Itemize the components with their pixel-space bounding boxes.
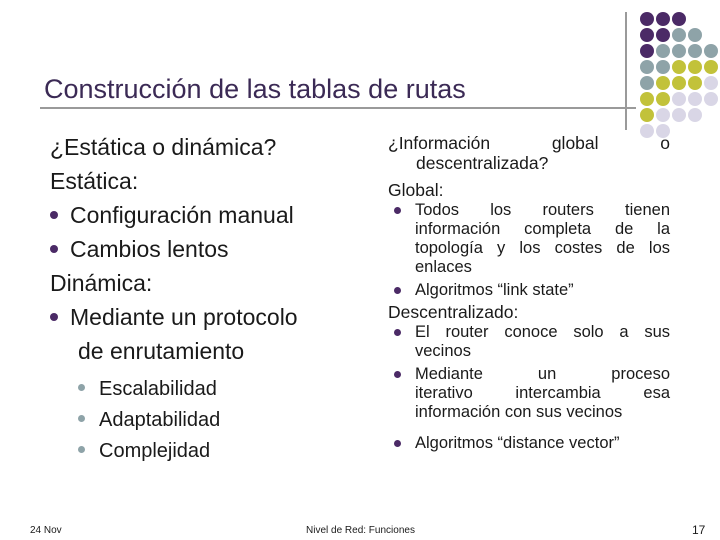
right-question	[388, 133, 670, 153]
sub-list-item-text: Adaptabilidad	[99, 409, 221, 431]
dot	[688, 108, 702, 122]
bullet-icon	[78, 415, 85, 422]
text-line: Mediante un proceso	[415, 365, 670, 383]
list-item	[50, 232, 370, 266]
text-line: enlaces	[415, 258, 472, 276]
text-line: vecinos	[415, 342, 471, 360]
dot	[656, 28, 670, 42]
footer-date: 24 Nov	[30, 525, 62, 536]
dot	[672, 92, 686, 106]
slide-title: Construcción de las tablas de rutas	[44, 74, 466, 104]
bullet-icon	[394, 371, 401, 378]
text-line: topología y los costes de los	[415, 239, 670, 257]
text-line: iterativo intercambia esa	[415, 384, 670, 402]
list-item-text: Cambios lentos	[70, 236, 229, 262]
dot	[704, 76, 718, 90]
page-number: 17	[692, 523, 706, 537]
vertical-divider	[625, 12, 627, 130]
dot	[672, 60, 686, 74]
dot	[704, 60, 718, 74]
dot	[640, 12, 654, 26]
bullet-icon	[394, 329, 401, 336]
list-item-text	[415, 365, 670, 422]
dot	[640, 76, 654, 90]
global-heading: Global:	[388, 180, 444, 200]
footer-title: Nivel de Red: Funciones	[306, 525, 415, 536]
dot	[656, 60, 670, 74]
sub-list-item-text: Escalabilidad	[99, 378, 217, 400]
list-item-text: Mediante un protocolo	[70, 304, 298, 330]
right-question-part: o	[660, 133, 670, 153]
text-line: Todos los routers tienen	[415, 201, 670, 219]
list-item	[388, 434, 670, 453]
list-item-text: Configuración manual	[70, 202, 294, 228]
list-item	[388, 201, 670, 277]
right-question-part: ¿Información	[388, 133, 491, 153]
dot	[672, 44, 686, 58]
dot	[704, 44, 718, 58]
dot	[656, 12, 670, 26]
sub-list-item	[50, 436, 370, 467]
text-line: El router conoce solo a sus	[415, 323, 670, 341]
dynamic-heading: Dinámica:	[50, 270, 153, 296]
text-line: Algoritmos “link state”	[415, 281, 574, 299]
list-item-text	[415, 201, 670, 277]
decentralized-heading: Descentralizado:	[388, 302, 519, 322]
title-underline	[40, 107, 636, 109]
list-item-text	[415, 434, 670, 453]
list-item-text	[415, 323, 670, 361]
bullet-icon	[78, 384, 85, 391]
dot	[656, 76, 670, 90]
bullet-icon	[394, 207, 401, 214]
dot	[688, 76, 702, 90]
dot	[704, 92, 718, 106]
dot	[640, 28, 654, 42]
list-item-continuation: de enrutamiento	[78, 338, 245, 364]
right-question-continuation: descentralizada?	[416, 153, 549, 173]
text-line: Algoritmos “distance vector”	[415, 434, 620, 452]
sub-list-item-text: Complejidad	[99, 440, 211, 462]
bullet-icon	[50, 313, 58, 321]
right-column	[388, 133, 670, 453]
left-column	[50, 130, 370, 467]
dot	[640, 92, 654, 106]
dot	[656, 108, 670, 122]
dot	[656, 92, 670, 106]
dot	[640, 44, 654, 58]
dot	[640, 108, 654, 122]
dot	[672, 28, 686, 42]
list-item	[388, 365, 670, 422]
list-item	[388, 281, 670, 300]
dot	[688, 44, 702, 58]
left-question: ¿Estática o dinámica?	[50, 134, 277, 160]
bullet-icon	[394, 287, 401, 294]
right-question-part: global	[551, 133, 599, 153]
bullet-icon	[394, 440, 401, 447]
list-item	[50, 300, 370, 334]
dot	[672, 76, 686, 90]
list-item	[50, 198, 370, 232]
decorative-dot-grid	[640, 12, 720, 142]
list-item-text	[415, 281, 670, 300]
dot	[672, 108, 686, 122]
list-item	[388, 323, 670, 361]
text-line: información con sus vecinos	[415, 403, 623, 421]
bullet-icon	[50, 245, 58, 253]
static-heading: Estática:	[50, 168, 139, 194]
dot	[688, 92, 702, 106]
sub-list-item	[50, 374, 370, 405]
dot	[672, 12, 686, 26]
dot	[688, 60, 702, 74]
sub-list-item	[50, 405, 370, 436]
bullet-icon	[50, 211, 58, 219]
dot	[640, 60, 654, 74]
bullet-icon	[78, 446, 85, 453]
text-line: información completa de la	[415, 220, 670, 238]
dot	[656, 44, 670, 58]
dot	[688, 28, 702, 42]
